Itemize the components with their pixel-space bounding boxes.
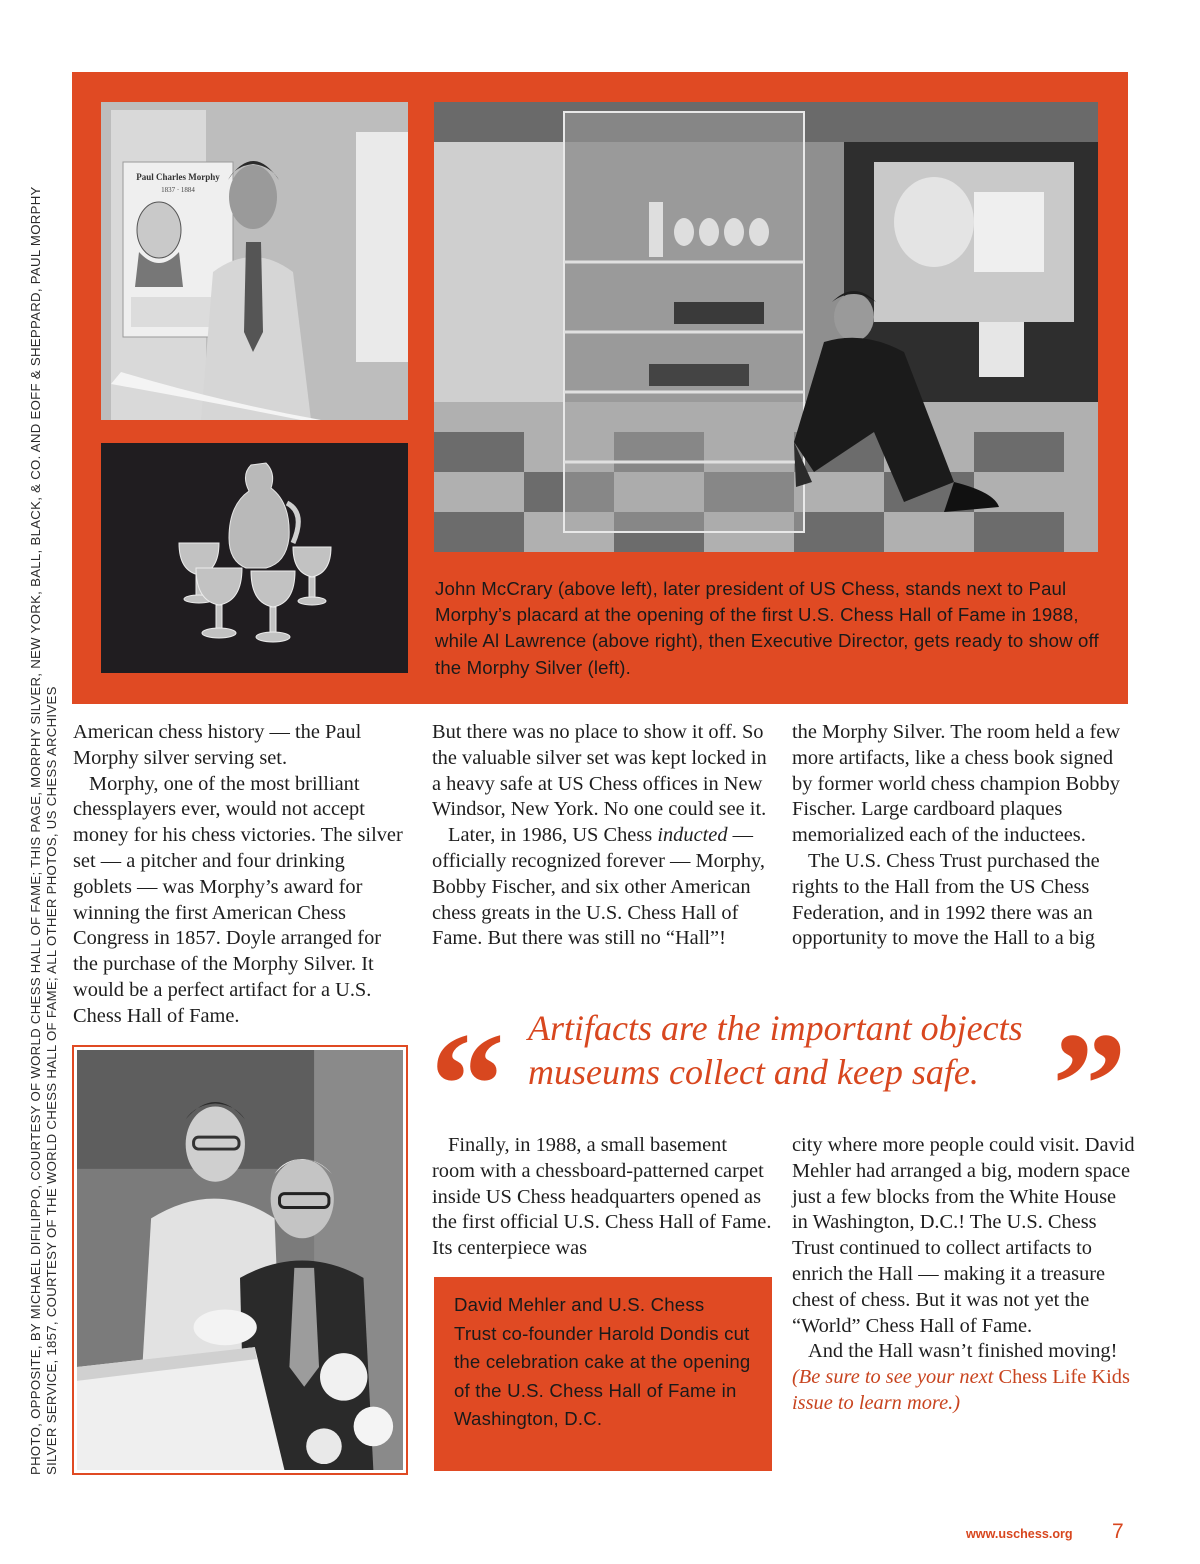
closing-note	[792, 1365, 1137, 1417]
article-column-3-upper	[792, 720, 1137, 952]
photo-cake-frame	[72, 1045, 408, 1475]
text-run: — officially recognized forever — Morphy, Bobby Fischer, and six other American chess greats in the U.S. Chess Hall of Fame. But there was still no “Hall”!	[432, 824, 765, 950]
article-paragraph: Finally, in 1988, a small basement room with a chessboard-patterned carpet inside US Chess headquarters opened as the first official U.S. Chess Hall of Fame. Its centerpiece was	[432, 1134, 772, 1260]
article-paragraph	[432, 823, 777, 952]
placard-title: Paul Charles Morphy	[136, 172, 220, 182]
article-paragraph: But there was no place to show it off. So the valuable silver set was kept locked in a heavy safe at US Chess offices in New Windsor, New York. No one could see it.	[432, 721, 767, 821]
page-number: 7	[1112, 1520, 1124, 1543]
article-paragraph: The U.S. Chess Trust purchased the rights to the Hall from the US Chess Federation, and in 1992 there was an opportunity to move the Hall to a big	[792, 849, 1100, 950]
article-paragraph: the Morphy Silver. The room held a few more artifacts, like a chess book signed by former world chess champion Bobby Fischer. Large cardboard plaques memorialized each of the inductees.	[792, 721, 1121, 847]
photo-credit	[28, 65, 76, 1475]
article-column-1	[73, 720, 408, 1030]
photo-al-lawrence	[434, 102, 1098, 552]
footer-url[interactable]: www.uschess.org	[966, 1527, 1073, 1541]
photo-banner	[72, 72, 1128, 704]
photo-morphy-silver	[101, 443, 408, 673]
article-paragraph: American chess history — the Paul Morphy silver serving set.	[73, 721, 362, 769]
article-paragraph: Morphy, one of the most brilliant chessplayers ever, would not accept money for his chess victories. The silver set — a pitcher and four drinking goblets — was Morphy’s award for winning the first American Chess Congress in 1857. Doyle arranged for the purchase of the Morphy Silver. It would be a perfect artifact for a U.S. Chess Hall of Fame.	[73, 772, 403, 1027]
article-paragraph: city where more people could visit. David Mehler had arranged a big, modern space just a few blocks from the White House in Washington, D.C.! The U.S. Chess Trust continued to collect artifacts to enrich the Hall — making it a treasure chest of chess. But it was not yet the “World” Chess Hall of Fame.	[792, 1134, 1135, 1337]
text-emphasis: inducted	[657, 824, 728, 847]
article-paragraph: And the Hall wasn’t finished moving!	[808, 1340, 1118, 1363]
banner-caption: John McCrary (above left), later president of US Chess, stands next to Paul Morphy’s placard at the opening of the first U.S. Chess Hall of Fame in 1988, while Al Lawrence (above right), then Executive Director, gets ready to show off the Morphy Silver (left).	[435, 578, 1099, 678]
magazine-title: Chess Life Kids	[998, 1366, 1130, 1389]
article-column-2-upper	[432, 720, 777, 952]
pull-quote-close-mark: ”	[1052, 1002, 1127, 1168]
placard-years: 1837 · 1884	[161, 186, 195, 194]
photo-credit-line-2: SILVER SERVICE, 1857, COURTESY OF THE WORLD CHESS HALL OF FAME; ALL OTHER PHOTOS, US CHESS ARCHIVES	[44, 686, 59, 1475]
article-column-2-lower	[432, 1133, 772, 1262]
text-run: Later, in 1986, US Chess	[448, 824, 658, 847]
pull-quote: Artifacts are the important objects museums collect and keep safe.	[528, 1008, 1023, 1092]
text-run: (Be sure to see your next	[792, 1366, 999, 1389]
photo-credit-line-1: PHOTO, OPPOSITE, BY MICHAEL DIFILIPPO, COURTESY OF WORLD CHESS HALL OF FAME; THIS PAGE, MORPHY SILVER, NEW YORK, BALL, BLACK, & CO. AND EOFF & SHEPPARD, PAUL MORPHY	[28, 186, 43, 1475]
text-run: issue to learn more.)	[792, 1391, 961, 1414]
photo-cake-cutting	[77, 1050, 403, 1470]
pull-quote-open-mark: “	[430, 1002, 505, 1168]
article-column-3-lower	[792, 1133, 1137, 1417]
cake-photo-caption: David Mehler and U.S. Chess Trust co-founder Harold Dondis cut the celebration cake at the opening of the U.S. Chess Hall of Fame in Washington, D.C.	[434, 1277, 772, 1471]
photo-john-mccrary	[101, 102, 408, 420]
